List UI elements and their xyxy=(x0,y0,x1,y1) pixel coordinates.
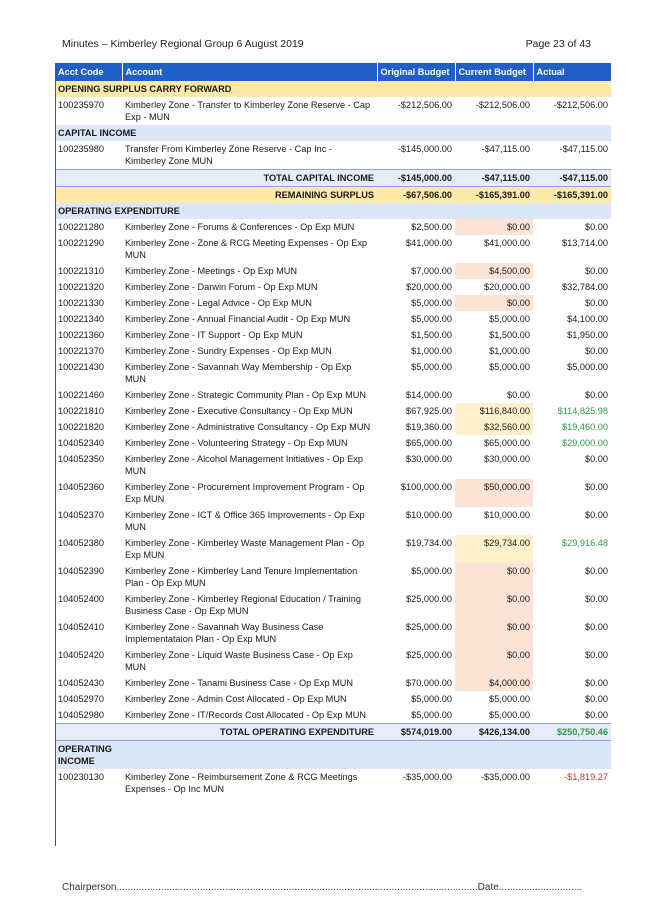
current-budget: $29,734.00 xyxy=(455,535,533,563)
total-actual: $250,750.46 xyxy=(533,724,611,741)
acct-code: 104052360 xyxy=(58,482,104,492)
table-row xyxy=(55,419,611,435)
actual-value: -$212,506.00 xyxy=(553,100,608,110)
acct-code: 100221320 xyxy=(58,282,104,292)
actual-value: $0.00 xyxy=(585,454,608,464)
remaining-surplus-row xyxy=(55,187,611,204)
acct-code: 104052400 xyxy=(58,594,104,604)
account-name: Kimberley Zone - Reimbursement Zone & RCG Meetings Expenses - Op Inc MUN xyxy=(125,772,358,794)
original-budget: $25,000.00 xyxy=(406,622,452,632)
table-row xyxy=(55,359,611,387)
acct-code: 104052980 xyxy=(58,710,104,720)
acct-code: 100221360 xyxy=(58,330,104,340)
actual-value: $13,714.00 xyxy=(562,238,608,248)
current-budget: -$35,000.00 xyxy=(480,772,530,782)
table-left-border xyxy=(55,63,56,846)
current-budget: $0.00 xyxy=(455,647,533,675)
current-budget: $0.00 xyxy=(507,390,530,400)
table-row xyxy=(55,403,611,419)
acct-code: 100221290 xyxy=(58,238,104,248)
current-budget: $50,000.00 xyxy=(455,479,533,507)
table-row xyxy=(55,279,611,295)
section-title: OPERATING INCOME xyxy=(55,741,122,770)
actual-value: $0.00 xyxy=(585,622,608,632)
section-title: OPENING SURPLUS CARRY FORWARD xyxy=(55,81,611,97)
current-budget: $4,000.00 xyxy=(455,675,533,691)
acct-code: 100221810 xyxy=(58,406,104,416)
total-current: -$47,115.00 xyxy=(455,170,533,187)
current-budget: $1,500.00 xyxy=(489,330,530,340)
current-budget: $1,000.00 xyxy=(489,346,530,356)
table-row xyxy=(55,435,611,451)
actual-value: $0.00 xyxy=(585,710,608,720)
original-budget: $25,000.00 xyxy=(406,594,452,604)
current-budget: $116,840.00 xyxy=(455,403,533,419)
table-row xyxy=(55,263,611,279)
original-budget: $25,000.00 xyxy=(406,650,452,660)
current-budget: $41,000.00 xyxy=(484,238,530,248)
account-name: Kimberley Zone - Administrative Consultancy - Op Exp MUN xyxy=(125,422,371,432)
table-row xyxy=(55,591,611,619)
section-title: OPERATING EXPENDITURE xyxy=(55,203,611,219)
actual-value: $0.00 xyxy=(585,510,608,520)
original-budget: $7,000.00 xyxy=(411,266,452,276)
account-name: Kimberley Zone - Strategic Community Plan - Op Exp MUN xyxy=(125,390,366,400)
remaining-actual: -$165,391.00 xyxy=(533,187,611,204)
account-name: Kimberley Zone - Admin Cost Allocated - Op Exp MUN xyxy=(125,694,347,704)
acct-code: 100221280 xyxy=(58,222,104,232)
actual-value: $4,100.00 xyxy=(567,314,608,324)
actual-value: $0.00 xyxy=(585,298,608,308)
table-row xyxy=(55,219,611,235)
account-name: Kimberley Zone - ICT & Office 365 Improvements - Op Exp MUN xyxy=(125,510,365,532)
original-budget: $5,000.00 xyxy=(411,566,452,576)
acct-code: 104052390 xyxy=(58,566,104,576)
original-budget: $5,000.00 xyxy=(411,298,452,308)
current-budget: $5,000.00 xyxy=(489,362,530,372)
current-budget: $65,000.00 xyxy=(484,438,530,448)
acct-code: 104052370 xyxy=(58,510,104,520)
current-budget: $0.00 xyxy=(455,295,533,311)
signature-line: Chairperson..................................................................................................................................Date.............................. xyxy=(62,882,583,893)
section-operating-income xyxy=(55,741,611,770)
acct-code: 104052430 xyxy=(58,678,104,688)
account-name: Transfer From Kimberley Zone Reserve - Cap Inc - Kimberley Zone MUN xyxy=(125,144,332,166)
col-header-account: Account xyxy=(122,63,377,81)
table-row xyxy=(55,479,611,507)
original-budget: $2,500.00 xyxy=(411,222,452,232)
original-budget: $67,925.00 xyxy=(406,406,452,416)
actual-value: $0.00 xyxy=(585,594,608,604)
section-opening xyxy=(55,81,611,97)
table-row xyxy=(55,141,611,170)
remaining-current: -$165,391.00 xyxy=(455,187,533,204)
account-name: Kimberley Zone - Kimberley Waste Management Plan - Op Exp MUN xyxy=(125,538,365,560)
actual-value: $1,950.00 xyxy=(567,330,608,340)
original-budget: $5,000.00 xyxy=(411,314,452,324)
account-name: Kimberley Zone - Executive Consultancy - Op Exp MUN xyxy=(125,406,353,416)
acct-code: 100235970 xyxy=(58,100,104,110)
actual-value: -$47,115.00 xyxy=(559,144,608,154)
account-name: Kimberley Zone - Savannah Way Membership - Op Exp MUN xyxy=(125,362,352,384)
current-budget: $0.00 xyxy=(455,563,533,591)
original-budget: $10,000.00 xyxy=(406,510,452,520)
actual-value: $0.00 xyxy=(585,694,608,704)
acct-code: 100221340 xyxy=(58,314,104,324)
acct-code: 104052350 xyxy=(58,454,104,464)
page-number: Page 23 of 43 xyxy=(525,38,591,50)
account-name: Kimberley Zone - Liquid Waste Business Case - Op Exp MUN xyxy=(125,650,353,672)
remaining-original: -$67,506.00 xyxy=(377,187,455,204)
current-budget: $10,000.00 xyxy=(484,510,530,520)
current-budget: $0.00 xyxy=(455,619,533,647)
original-budget: $20,000.00 xyxy=(406,282,452,292)
account-name: Kimberley Zone - Alcohol Management Initiatives - Op Exp MUN xyxy=(125,454,363,476)
table-row xyxy=(55,619,611,647)
account-name: Kimberley Zone - IT Support - Op Exp MUN xyxy=(125,330,303,340)
account-name: Kimberley Zone - Forums & Conferences - Op Exp MUN xyxy=(125,222,355,232)
account-name: Kimberley Zone - Legal Advice - Op Exp MUN xyxy=(125,298,312,308)
actual-value: $29,916.48 xyxy=(562,538,608,548)
account-name: Kimberley Zone - Darwin Forum - Op Exp MUN xyxy=(125,282,318,292)
actual-value: $0.00 xyxy=(585,678,608,688)
original-budget: $1,000.00 xyxy=(411,346,452,356)
current-budget: $4,500.00 xyxy=(455,263,533,279)
account-name: Kimberley Zone - IT/Records Cost Allocated - Op Exp MUN xyxy=(125,710,366,720)
table-row xyxy=(55,451,611,479)
table-row xyxy=(55,535,611,563)
original-budget: $14,000.00 xyxy=(406,390,452,400)
col-header-original: Original Budget xyxy=(377,63,455,81)
account-name: Kimberley Zone - Kimberley Land Tenure Implementation Plan - Op Exp MUN xyxy=(125,566,358,588)
current-budget: $0.00 xyxy=(455,219,533,235)
acct-code: 104052380 xyxy=(58,538,104,548)
table-row xyxy=(55,295,611,311)
table-row xyxy=(55,691,611,707)
acct-code: 100221330 xyxy=(58,298,104,308)
current-budget: $32,560.00 xyxy=(455,419,533,435)
account-name: Kimberley Zone - Savannah Way Business Case Implementataion Plan - Op Exp MUN xyxy=(125,622,324,644)
original-budget: $5,000.00 xyxy=(411,710,452,720)
original-budget: $19,734.00 xyxy=(406,538,452,548)
total-original: -$145,000.00 xyxy=(377,170,455,187)
total-label: TOTAL OPERATING EXPENDITURE xyxy=(55,724,377,741)
acct-code: 100230130 xyxy=(58,772,104,782)
current-budget: $0.00 xyxy=(455,591,533,619)
budget-table xyxy=(55,63,612,797)
section-title: CAPITAL INCOME xyxy=(55,125,611,141)
original-budget: $5,000.00 xyxy=(411,694,452,704)
acct-code: 104052420 xyxy=(58,650,104,660)
col-header-actual: Actual xyxy=(533,63,611,81)
account-name: Kimberley Zone - Transfer to Kimberley Zone Reserve - Cap Exp - MUN xyxy=(125,100,371,122)
account-name: Kimberley Zone - Kimberley Regional Education / Training Business Case - Op Exp MUN xyxy=(125,594,361,616)
actual-value: $29,000.00 xyxy=(562,438,608,448)
current-budget: $30,000.00 xyxy=(484,454,530,464)
original-budget: $70,000.00 xyxy=(406,678,452,688)
acct-code: 100221310 xyxy=(58,266,104,276)
table-row xyxy=(55,707,611,724)
account-name: Kimberley Zone - Volunteering Strategy - Op Exp MUN xyxy=(125,438,348,448)
actual-value: $0.00 xyxy=(585,566,608,576)
original-budget: -$145,000.00 xyxy=(397,144,452,154)
current-budget: $5,000.00 xyxy=(489,710,530,720)
actual-value: $114,825.98 xyxy=(557,406,608,416)
actual-value: $5,000.00 xyxy=(567,362,608,372)
actual-value: $19,460.00 xyxy=(562,422,608,432)
table-row xyxy=(55,343,611,359)
section-capital-income xyxy=(55,125,611,141)
current-budget: $20,000.00 xyxy=(484,282,530,292)
original-budget: $30,000.00 xyxy=(406,454,452,464)
actual-value: $32,784.00 xyxy=(562,282,608,292)
current-budget: -$47,115.00 xyxy=(481,144,530,154)
actual-value: -$1,819.27 xyxy=(564,772,608,782)
acct-code: 104052410 xyxy=(58,622,104,632)
actual-value: $0.00 xyxy=(585,390,608,400)
account-name: Kimberley Zone - Procurement Improvement Program - Op Exp MUN xyxy=(125,482,365,504)
acct-code: 100235980 xyxy=(58,144,104,154)
original-budget: -$35,000.00 xyxy=(402,772,452,782)
col-header-current: Current Budget xyxy=(455,63,533,81)
table-header-row xyxy=(55,63,611,81)
page-header xyxy=(62,38,591,54)
current-budget: $5,000.00 xyxy=(489,694,530,704)
table-row xyxy=(55,675,611,691)
account-name: Kimberley Zone - Annual Financial Audit - Op Exp MUN xyxy=(125,314,351,324)
table-row xyxy=(55,507,611,535)
table-row xyxy=(55,311,611,327)
actual-value: $0.00 xyxy=(585,266,608,276)
col-header-code: Acct Code xyxy=(55,63,122,81)
section-operating-expenditure xyxy=(55,203,611,219)
current-budget: $5,000.00 xyxy=(489,314,530,324)
table-row xyxy=(55,235,611,263)
table-row xyxy=(55,97,611,125)
document-title: Minutes – Kimberley Regional Group 6 August 2019 xyxy=(62,38,304,50)
original-budget: $19,360.00 xyxy=(406,422,452,432)
original-budget: $65,000.00 xyxy=(406,438,452,448)
actual-value: $0.00 xyxy=(585,346,608,356)
acct-code: 100221430 xyxy=(58,362,104,372)
total-original: $574,019.00 xyxy=(377,724,455,741)
acct-code: 100221820 xyxy=(58,422,104,432)
account-name: Kimberley Zone - Zone & RCG Meeting Expenses - Op Exp MUN xyxy=(125,238,368,260)
remaining-label: REMAINING SURPLUS xyxy=(55,187,377,204)
table-row xyxy=(55,647,611,675)
account-name: Kimberley Zone - Tanami Business Case - Op Exp MUN xyxy=(125,678,354,688)
total-actual: -$47,115.00 xyxy=(533,170,611,187)
original-budget: $41,000.00 xyxy=(406,238,452,248)
table-row xyxy=(55,563,611,591)
table-row xyxy=(55,769,611,797)
actual-value: $0.00 xyxy=(585,482,608,492)
table-row xyxy=(55,327,611,343)
acct-code: 104052970 xyxy=(58,694,104,704)
account-name: Kimberley Zone - Meetings - Op Exp MUN xyxy=(125,266,298,276)
total-current: $426,134.00 xyxy=(455,724,533,741)
actual-value: $0.00 xyxy=(585,650,608,660)
total-label: TOTAL CAPITAL INCOME xyxy=(55,170,377,187)
current-budget: -$212,506.00 xyxy=(475,100,530,110)
total-capital-row xyxy=(55,170,611,187)
original-budget: $1,500.00 xyxy=(411,330,452,340)
table-row xyxy=(55,387,611,403)
acct-code: 104052340 xyxy=(58,438,104,448)
account-name: Kimberley Zone - Sundry Expenses - Op Exp MUN xyxy=(125,346,332,356)
original-budget: -$212,506.00 xyxy=(397,100,452,110)
acct-code: 100221370 xyxy=(58,346,104,356)
acct-code: 100221460 xyxy=(58,390,104,400)
actual-value: $0.00 xyxy=(585,222,608,232)
total-operating-expenditure-row xyxy=(55,724,611,741)
table-body xyxy=(55,81,611,797)
original-budget: $5,000.00 xyxy=(411,362,452,372)
original-budget: $100,000.00 xyxy=(400,482,452,492)
